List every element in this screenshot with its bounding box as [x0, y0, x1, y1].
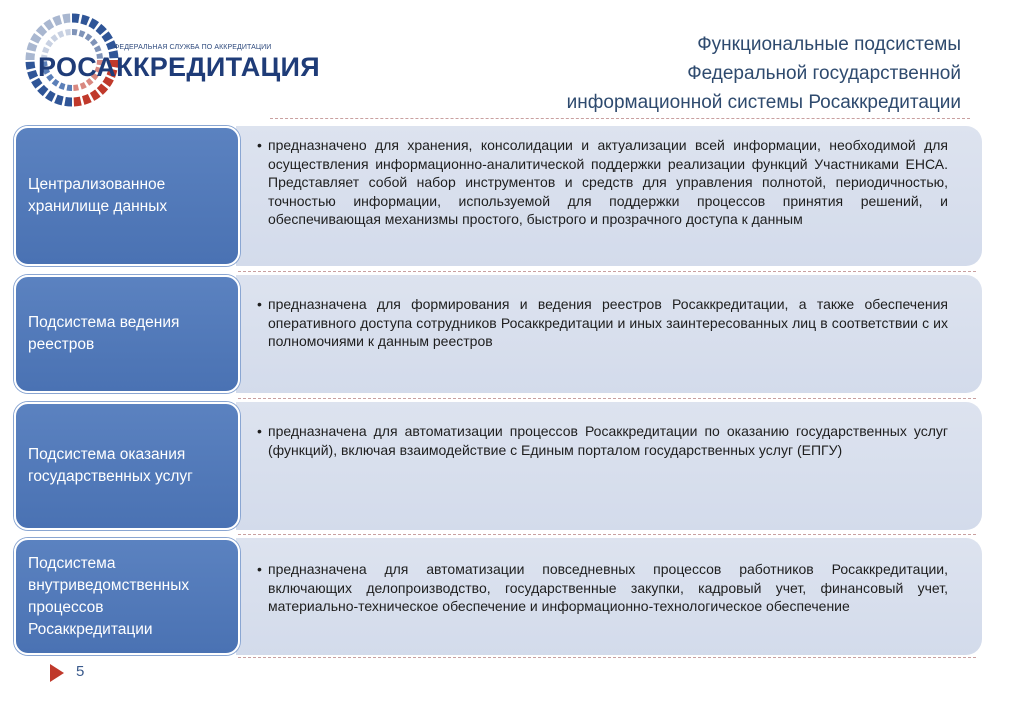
subsystem-row-public-services — [14, 402, 982, 530]
page-title-line-1: Функциональные подсистемы — [697, 34, 961, 55]
subsystem-description-box — [236, 402, 982, 530]
subsystem-description: • предназначена для автоматизации процессов Росаккредитации по оказанию государственных услуг (функций), включая взаимодействие с Единым порталом государственных услуг (ЕПГУ) — [268, 422, 948, 459]
logo-subtitle: ФЕДЕРАЛЬНАЯ СЛУЖБА ПО АККРЕДИТАЦИИ — [114, 44, 272, 51]
play-arrow-icon[interactable] — [50, 664, 64, 682]
subsystem-label-box — [14, 275, 240, 393]
row-divider — [238, 271, 976, 272]
logo-name: РОСАККРЕДИТАЦИЯ — [38, 52, 320, 82]
row-divider — [238, 398, 976, 399]
subsystem-label-box — [14, 538, 240, 655]
subsystem-label: Подсистема оказания государственных услуг — [28, 446, 193, 485]
subsystem-label-box — [14, 126, 240, 266]
subsystem-description-box — [236, 126, 982, 266]
subsystem-label: Подсистема внутриведомственных процессов Росаккредитации — [28, 554, 190, 638]
subsystem-row-data-warehouse — [14, 126, 982, 266]
row-divider — [238, 534, 976, 535]
logo — [22, 10, 320, 110]
subsystem-row-internal-processes — [14, 538, 982, 655]
subsystem-label: Подсистема ведения реестров — [28, 314, 180, 353]
subsystem-label: Централизованное хранилище данных — [28, 176, 168, 215]
subsystem-description: • предназначено для хранения, консолидации и актуализации всей информации, необходимой для осуществления информационно-аналитической поддержки реализации функций Участниками ЕНСА. Представляет собой набор инструментов и средств для управления полнотой, периодичностью, точностью информации, используемой для поддержки процессов принятия решений, и обеспечивающая механизмы простого, быстрого и прозрачного доступа к данным — [268, 136, 948, 229]
subsystem-description-box — [236, 538, 982, 655]
subsystem-row-registries — [14, 275, 982, 393]
page-number: 5 — [76, 663, 85, 680]
subsystem-description: • предназначена для автоматизации повседневных процессов работников Росаккредитации, включающих делопроизводство, государственные закупки, кадровый учет, финансовый учет, материально-техническое обеспечение и информационно-технологическое обеспечение — [268, 560, 948, 616]
title-divider — [270, 118, 970, 119]
subsystem-description: • предназначена для формирования и ведения реестров Росаккредитации, а также обеспечения оперативного доступа сотрудников Росаккредитации и иных заинтересованных лиц в соответствии с их полномочиями к данным реестров — [268, 295, 948, 351]
subsystem-description-box — [236, 275, 982, 393]
page-title-line-2: Федеральной государственной — [687, 63, 961, 84]
row-divider — [238, 657, 976, 658]
subsystem-label-box — [14, 402, 240, 530]
page-title — [441, 30, 961, 117]
page-title-line-3: информационной системы Росаккредитации — [566, 92, 961, 113]
